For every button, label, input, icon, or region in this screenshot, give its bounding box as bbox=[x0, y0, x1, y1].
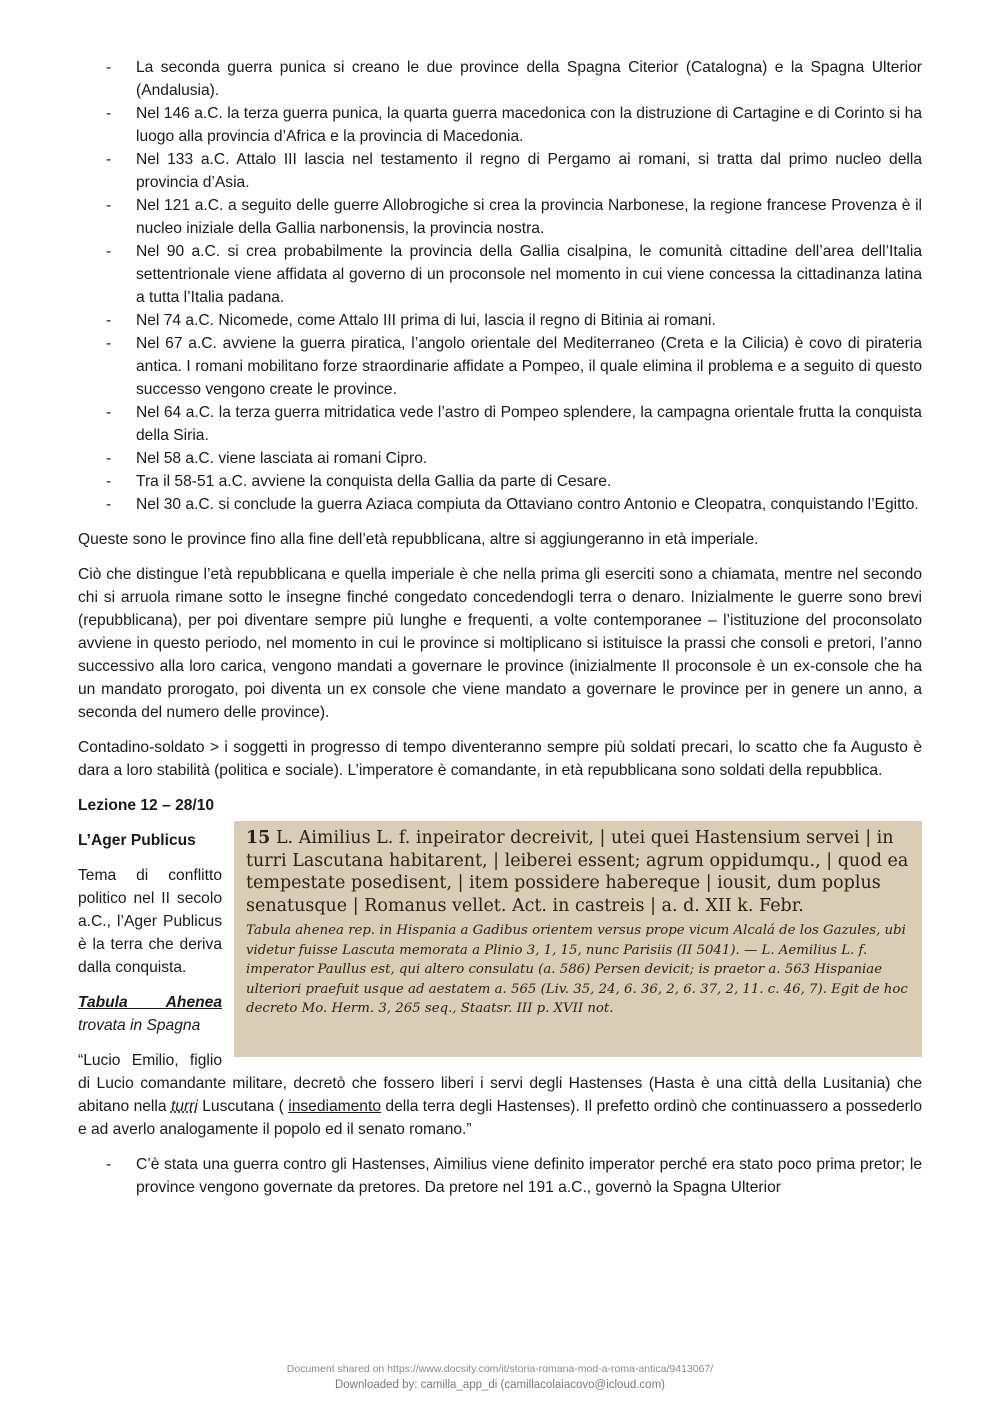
translation-quote bbox=[78, 1049, 922, 1141]
list-item: - C’è stata una guerra contro gli Hastenses, Aimilius viene definito imperator perché era stato poco prima pretor; le province vengono governate da pretores. Da pretore nel 191 a.C., governò la Spagna Ulterior bbox=[78, 1153, 922, 1199]
inscription-image bbox=[234, 821, 922, 1057]
paragraph: Contadino-soldato > i soggetti in progresso di tempo diventeranno sempre più soldati precari, lo scatto che fa Augusto è dara a loro stabilità (politica e sociale). L’imperatore è comandante, in età repubblicana sono soldati della repubblica. bbox=[78, 739, 922, 779]
province-list bbox=[78, 56, 922, 516]
quote-turri: turri bbox=[170, 1098, 198, 1115]
lesson-heading: Lezione 12 – 28/10 bbox=[78, 797, 215, 814]
list-item: - Tra il 58-51 a.C. avviene la conquista della Gallia da parte di Cesare. bbox=[78, 470, 922, 493]
list-item: - Nel 58 a.C. viene lasciata ai romani Cipro. bbox=[78, 447, 922, 470]
list-item: - Nel 64 a.C. la terza guerra mitridatica vede l’astro di Pompeo splendere, la campagna orientale frutta la conquista della Siria. bbox=[78, 401, 922, 447]
inscription-note: Tabula ahenea rep. in Hispania a Gadibus orientem versus prope vicum Alcalá de los Gazules, ubi videtur fuisse Lascuta memorata a Plinio 3, 1, 15, nunc Parisiis (II 5041). — L. Aemilius L. f. imperator Paullus est, qui altero consulatu (a. 586) Persen devicit; is praetor a. 563 Hispaniae ulteriori praefuit usque ad aestatem a. 565 (Liv. 35, 24, 6. 36, 2, 6. 37, 2, 11. c. 46, 7). Egit de hoc decreto Mo. Herm. 3, 265 seq., Staatsr. III p. XVII not. bbox=[246, 923, 908, 1016]
list-item: - Nel 67 a.C. avviene la guerra piratica, l’angolo orientale del Mediterraneo (Creta e la Cilicia) è covo di pirateria antica. I romani mobilitano forze straordinarie affidate a Pompeo, il quale elimina il problema e a seguito di questo successo vengono create le province. bbox=[78, 332, 922, 401]
list-item: - Nel 90 a.C. si crea probabilmente la provincia della Gallia cisalpina, le comunità cittadine dell’area dell’Italia settentrionale viene affidata al governo di un proconsole nel momento in cui viene concessa la cittadinanza latina a tutta l’Italia padana. bbox=[78, 240, 922, 309]
footer-shared[interactable]: Document shared on https://www.docsity.com/it/storia-romana-mod-a-roma-antica/9413067/ bbox=[286, 1363, 714, 1375]
list-item: - Nel 30 a.C. si conclude la guerra Aziaca compiuta da Ottaviano contro Antonio e Cleopatra, conquistando l’Egitto. bbox=[78, 493, 922, 516]
tabula-title: Tabula Ahenea bbox=[78, 994, 222, 1011]
list-item: - La seconda guerra punica si creano le due province della Spagna Citerior (Catalogna) e la Spagna Ulterior (Andalusia). bbox=[78, 56, 922, 102]
footer-downloaded: Downloaded by: camilla_app_di (camillacolaiacovo@icloud.com) bbox=[334, 1379, 665, 1391]
paragraph: Queste sono le province fino alla fine dell’età repubblicana, altre si aggiungeranno in età imperiale. bbox=[78, 531, 759, 548]
tabula-rest: trovata in Spagna bbox=[78, 1017, 201, 1034]
list-item: - Nel 133 a.C. Attalo III lascia nel testamento il regno di Pergamo ai romani, si tratta dal primo nucleo della provincia d’Asia. bbox=[78, 148, 922, 194]
list-item: - Nel 146 a.C. la terza guerra punica, la quarta guerra macedonica con la distruzione di Cartagine e di Corinto si ha luogo alla provincia d’Africa e la provincia di Macedonia. bbox=[78, 102, 922, 148]
inscription-main: L. Aimilius L. f. inpeirator decreivit, | utei quei Hastensium servei | in turri Lascutana habitarent, | leiberei essent; agrum oppidumqu., | quod ea tempestate posedisent, | item possidere habereque | iousit, dum poplus senatusque | Romanus vellet. Act. in castreis | a. d. XII k. Febr. bbox=[246, 828, 909, 916]
list-item: - Nel 74 a.C. Nicomede, come Attalo III prima di lui, lascia il regno di Bitinia ai romani. bbox=[78, 309, 922, 332]
paragraph: Ciò che distingue l’età repubblicana e quella imperiale è che nella prima gli eserciti sono a chiamata, mentre nel secondo chi si arruola rimane sotto le insegne finché congedato concedendogli terra o denaro. Inizialmente le guerre sono brevi (repubblicana), per poi diventare sempre più lunghe e frequenti, a volte contemporanee – l’istituzione del proconsolato avviene in questo periodo, nel momento in cui le province si moltiplicano si istituisce la prassi che consoli e pretori, l’anno successivo alla loro carica, vengono mandati a governare le province (inizialmente Il proconsole è un ex-console che ha un mandato prorogato, poi diventa un ex console che viene mandato a governare le province per in genere un anno, a seconda del numero delle province). bbox=[78, 566, 922, 721]
quote-text: della terra degli Hastenses). Il prefetto ordinò che continuassero a possederlo e ad averlo analogamente il popolo ed il senato romano.” bbox=[78, 1098, 922, 1138]
document-page bbox=[78, 56, 922, 1199]
quote-insediamento: insediamento bbox=[288, 1098, 381, 1115]
section-heading: L’Ager Publicus bbox=[78, 832, 196, 849]
quote-text: “Lucio Emilio, figlio di Lucio comandante militare, decretò che fossero liberi i servi degli Hastenses (Hasta è una città della Lusitania) che abitano nella bbox=[78, 1052, 922, 1115]
paragraph: Tema di conflitto politico nel II secolo a.C., l’Ager Publicus è la terra che deriva dalla conquista. bbox=[78, 867, 222, 976]
notes-list bbox=[78, 1153, 922, 1199]
inscription-text bbox=[246, 827, 912, 1019]
quote-text: Luscutana ( bbox=[197, 1098, 289, 1115]
page-footer bbox=[0, 1361, 1000, 1393]
list-item: - Nel 121 a.C. a seguito delle guerre Allobrogiche si crea la provincia Narbonese, la regione francese Provenza è il nucleo iniziale della Gallia narbonensis, la provincia nostra. bbox=[78, 194, 922, 240]
inscription-number: 15 bbox=[246, 828, 271, 848]
